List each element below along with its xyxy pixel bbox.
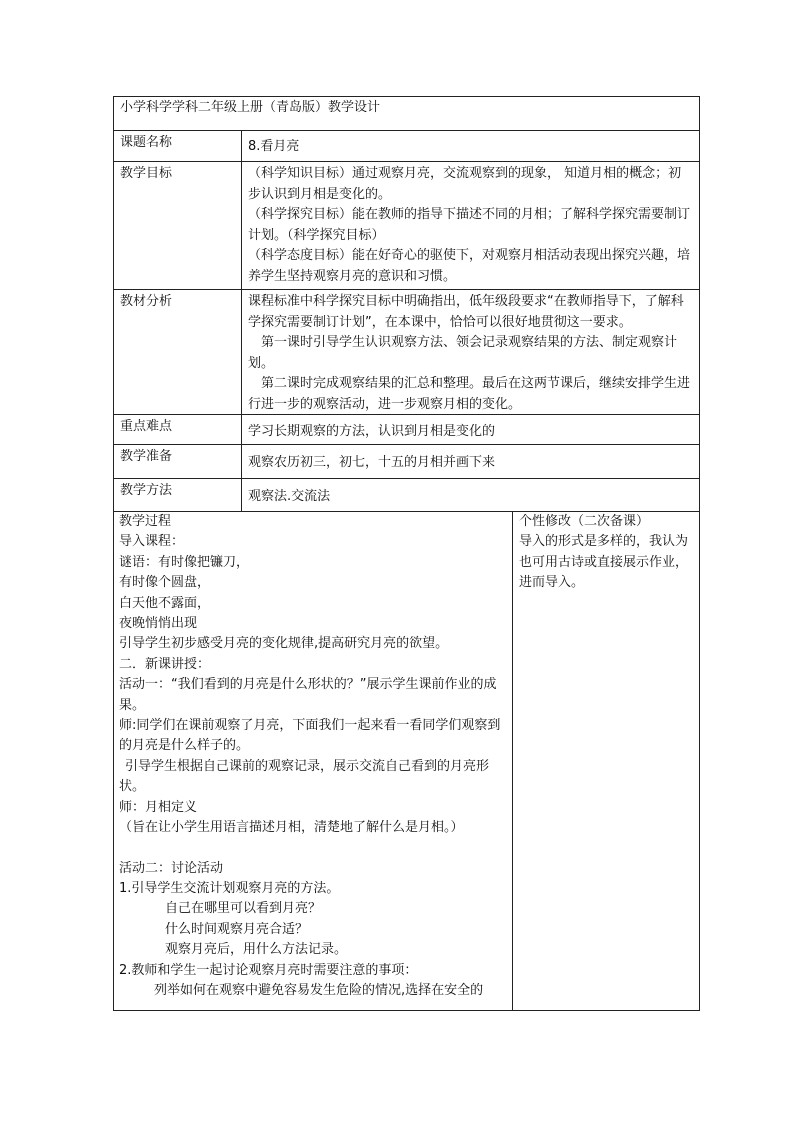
process-line: 谜语：有时像把镰刀， bbox=[119, 554, 250, 570]
method-row bbox=[113, 478, 700, 511]
topic-label: 课题名称 bbox=[114, 131, 242, 161]
process-line: 活动一：“我们看到的月亮是什么形状的？”展示学生课前作业的成果。 bbox=[119, 677, 497, 713]
process-line: 列举如何在观察中避免容易发生危险的情况,选择在安全的 bbox=[154, 982, 484, 998]
process-line: 1.引导学生交流计划观察月亮的方法。 bbox=[119, 880, 340, 896]
process-line: 引导学生根据自己课前的观察记录，展示交流自己看到的月亮形状。 bbox=[119, 758, 490, 795]
revision-text: 导入的形式是多样的，我认为也可用古诗或直接展示作业，进而导入。 bbox=[519, 534, 689, 591]
topic-value: 8.看月亮 bbox=[248, 139, 300, 154]
objectives-label: 教学目标 bbox=[114, 162, 242, 289]
objective-knowledge: （科学知识目标）通过观察月亮，交流观察到的现象， 知道月相的概念；初步认识到月相是变化的。 bbox=[248, 166, 682, 202]
objective-inquiry: （科学探究目标）能在教师的指导下描述不同的月相；了解科学探究需要制订计划。（科学探究目标） bbox=[248, 207, 691, 243]
keypoints-label: 重点难点 bbox=[114, 415, 242, 444]
objectives-content bbox=[242, 162, 699, 289]
title-row bbox=[113, 96, 700, 130]
process-content bbox=[114, 512, 513, 1010]
process-line: 引导学生初步感受月亮的变化规律,提高研究月亮的欲望。 bbox=[119, 636, 449, 652]
revision-title: 个性修改（二次备课） bbox=[519, 514, 650, 529]
objectives-row bbox=[113, 161, 700, 289]
analysis-content bbox=[242, 290, 699, 414]
process-row bbox=[113, 511, 700, 1011]
analysis-label: 教材分析 bbox=[114, 290, 242, 414]
process-line: （旨在让小学生用语言描述月相，清楚地了解什么是月相。） bbox=[119, 820, 464, 836]
process-line: 自己在哪里可以看到月亮？ bbox=[165, 901, 322, 917]
process-line: 有时像个圆盘， bbox=[119, 575, 211, 591]
process-line: 活动二：讨论活动 bbox=[119, 860, 224, 876]
process-line: 师：月相定义 bbox=[119, 799, 198, 815]
doc-title: 小学科学学科二年级上册（青岛版）教学设计 bbox=[120, 100, 381, 115]
method-value: 观察法.交流法 bbox=[248, 489, 331, 504]
process-line: 白天他不露面， bbox=[119, 595, 211, 611]
analysis-para-2: 第一课时引导学生认识观察方法、领会记录观察结果的方法、制定观察计划。 bbox=[248, 335, 678, 371]
process-line: 观察月亮后，用什么方法记录。 bbox=[165, 942, 348, 958]
prep-value: 观察农历初三，初七，十五的月相并画下来 bbox=[248, 455, 496, 470]
prep-row bbox=[113, 444, 700, 478]
process-line: 2.教师和学生一起讨论观察月亮时需要注意的事项： bbox=[119, 962, 418, 978]
lesson-plan-table bbox=[113, 96, 700, 1011]
topic-row bbox=[113, 130, 700, 161]
keypoints-value: 学习长期观察的方法，认识到月相是变化的 bbox=[248, 424, 496, 439]
process-line: 教学过程 bbox=[119, 514, 172, 529]
prep-label: 教学准备 bbox=[114, 445, 242, 478]
analysis-row bbox=[113, 289, 700, 414]
process-line: 师:同学们在课前观察了月亮，下面我们一起来看一看同学们观察到的月亮是什么样子的。 bbox=[119, 718, 501, 754]
objective-attitude: （科学态度目标）能在好奇心的驱使下，对观察月相活动表现出探究兴趣，培养学生坚持观察月亮的意识和习惯。 bbox=[248, 248, 691, 284]
method-label: 教学方法 bbox=[114, 479, 242, 511]
analysis-para-3: 第二课时完成观察结果的汇总和整理。最后在这两节课后，继续安排学生进行进一步的观察活动，进一步观察月相的变化。 bbox=[248, 376, 691, 412]
revision-column bbox=[513, 512, 699, 1010]
analysis-para-1: 课程标准中科学探究目标中明确指出，低年级段要求“在教师指导下，了解科学探究需要制订计划”，在本课中，恰恰可以很好地贯彻这一要求。 bbox=[248, 294, 684, 330]
process-line: 导入课程： bbox=[119, 534, 185, 550]
process-line: 二．新课讲授： bbox=[119, 656, 211, 672]
process-line: 什么时间观察月亮合适？ bbox=[165, 921, 309, 937]
process-line: 夜晚悄悄出现 bbox=[119, 616, 198, 632]
keypoints-row bbox=[113, 414, 700, 444]
process-blank-line bbox=[119, 839, 507, 859]
